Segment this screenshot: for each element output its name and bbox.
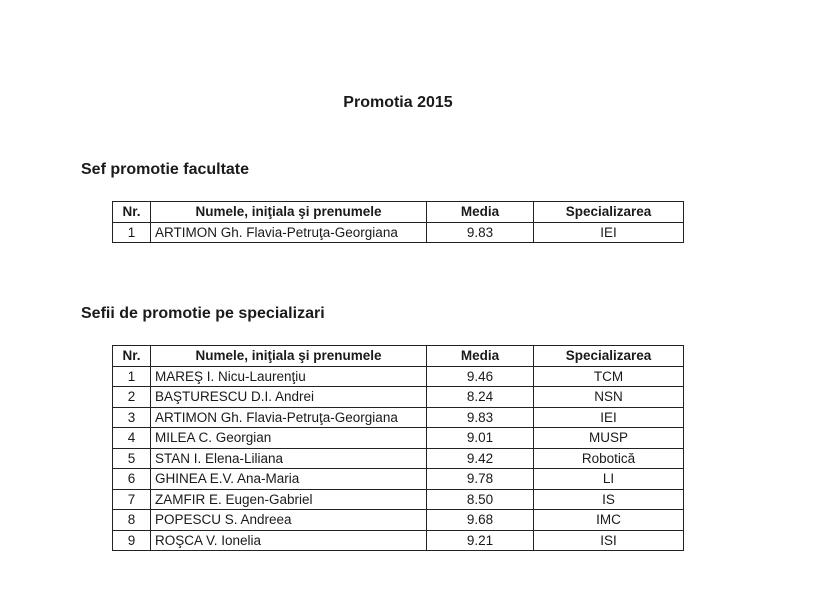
column-header-specialization: Specializarea (534, 346, 684, 367)
cell-media: 9.46 (427, 366, 534, 387)
cell-specialization: ISI (534, 530, 684, 551)
cell-specialization: IEI (534, 407, 684, 428)
cell-name: POPESCU S. Andreea (151, 510, 427, 531)
section-heading-specialization-valedictorians: Sefii de promotie pe specializari (81, 305, 325, 322)
column-header-media: Media (427, 202, 534, 223)
cell-name: MILEA C. Georgian (151, 428, 427, 449)
cell-media: 9.01 (427, 428, 534, 449)
cell-nr: 2 (113, 387, 151, 408)
cell-nr: 9 (113, 530, 151, 551)
cell-media: 9.83 (427, 407, 534, 428)
cell-media: 9.83 (427, 222, 534, 243)
column-header-name: Numele, iniţiala şi prenumele (151, 202, 427, 223)
table-row (113, 469, 684, 490)
cell-nr: 8 (113, 510, 151, 531)
cell-nr: 6 (113, 469, 151, 490)
cell-specialization: IEI (534, 222, 684, 243)
column-header-nr: Nr. (113, 202, 151, 223)
column-header-media: Media (427, 346, 534, 367)
column-header-nr: Nr. (113, 346, 151, 367)
cell-nr: 1 (113, 366, 151, 387)
table-header-row (113, 202, 684, 223)
cell-specialization: LI (534, 469, 684, 490)
table-row (113, 222, 684, 243)
cell-specialization: IMC (534, 510, 684, 531)
cell-specialization: Robotică (534, 448, 684, 469)
table-row (113, 489, 684, 510)
cell-specialization: MUSP (534, 428, 684, 449)
cell-specialization: NSN (534, 387, 684, 408)
document-title: Promotia 2015 (343, 94, 453, 111)
cell-nr: 3 (113, 407, 151, 428)
column-header-name: Numele, iniţiala şi prenumele (151, 346, 427, 367)
cell-name: ARTIMON Gh. Flavia-Petruţa-Georgiana (151, 222, 427, 243)
table-row (113, 366, 684, 387)
table-row (113, 407, 684, 428)
cell-name: ROŞCA V. Ionelia (151, 530, 427, 551)
cell-media: 9.42 (427, 448, 534, 469)
cell-name: MAREŞ I. Nicu-Laurenţiu (151, 366, 427, 387)
cell-name: STAN I. Elena-Liliana (151, 448, 427, 469)
cell-nr: 4 (113, 428, 151, 449)
table-header-row (113, 346, 684, 367)
cell-media: 8.24 (427, 387, 534, 408)
cell-specialization: IS (534, 489, 684, 510)
specialization-valedictorians-table (112, 345, 684, 551)
table-row (113, 530, 684, 551)
cell-name: ZAMFIR E. Eugen-Gabriel (151, 489, 427, 510)
table-row (113, 387, 684, 408)
table-row (113, 428, 684, 449)
table-row (113, 448, 684, 469)
cell-nr: 1 (113, 222, 151, 243)
cell-media: 9.68 (427, 510, 534, 531)
cell-nr: 7 (113, 489, 151, 510)
faculty-valedictorian-table (112, 201, 684, 243)
cell-specialization: TCM (534, 366, 684, 387)
section-heading-faculty-valedictorian: Sef promotie facultate (81, 161, 250, 178)
cell-name: BAŞTURESCU D.I. Andrei (151, 387, 427, 408)
cell-media: 9.21 (427, 530, 534, 551)
cell-name: GHINEA E.V. Ana-Maria (151, 469, 427, 490)
cell-media: 8.50 (427, 489, 534, 510)
cell-media: 9.78 (427, 469, 534, 490)
table-row (113, 510, 684, 531)
cell-name: ARTIMON Gh. Flavia-Petruţa-Georgiana (151, 407, 427, 428)
cell-nr: 5 (113, 448, 151, 469)
column-header-specialization: Specializarea (534, 202, 684, 223)
